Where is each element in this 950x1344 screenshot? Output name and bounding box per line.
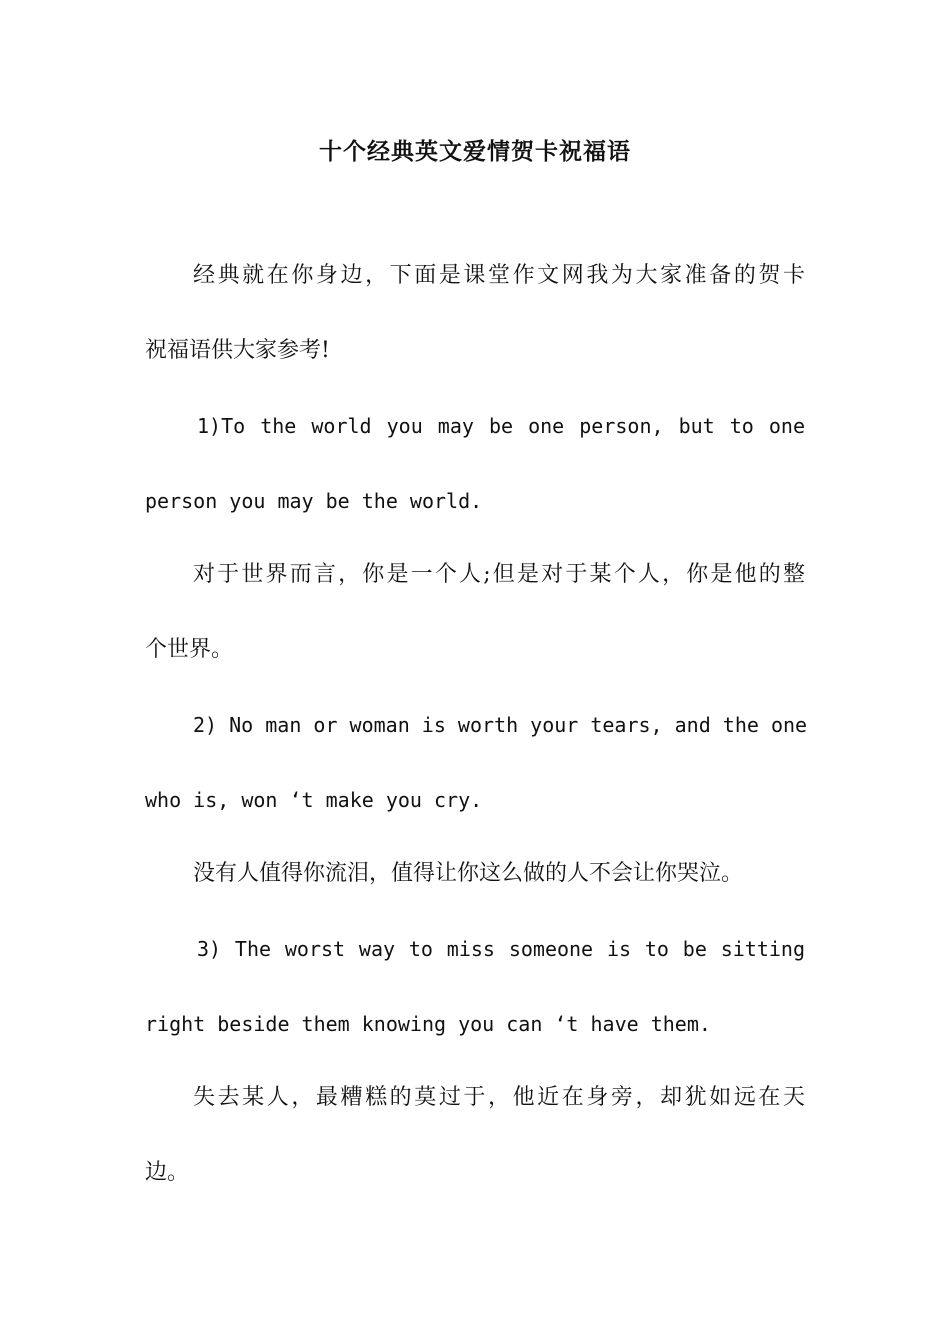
quote-3-chinese-line-2: 边。: [145, 1160, 190, 1185]
quote-3-english-line-2: right beside them knowing you can ‘t have them.: [145, 1012, 711, 1036]
paragraph-intro-line-1: 经典就在你身边，下面是课堂作文网我为大家准备的贺卡: [193, 263, 805, 288]
quote-3-chinese-line-1: 失去某人，最糟糕的莫过于，他近在身旁，却犹如远在天: [193, 1085, 805, 1110]
document-title: 十个经典英文爱情贺卡祝福语: [319, 138, 631, 165]
quote-1-chinese-line-1: 对于世界而言，你是一个人;但是对于某个人，你是他的整: [193, 562, 805, 587]
quote-1-english-line-2: person you may be the world.: [145, 489, 483, 513]
paragraph-intro-line-2: 祝福语供大家参考!: [145, 338, 330, 363]
quote-1-english-line-1: 1)To the world you may be one person, but to one: [197, 414, 805, 438]
quote-3-english-line-1: 3) The worst way to miss someone is to be sitting: [197, 937, 805, 961]
quote-2-english-line-2: who is, won ‘t make you cry.: [145, 788, 483, 812]
quote-1-chinese-line-2: 个世界。: [145, 637, 234, 662]
quote-2-english-line-1: 2) No man or woman is worth your tears, and the one: [193, 713, 808, 737]
quote-2-chinese-line-1: 没有人值得你流泪，值得让你这么做的人不会让你哭泣。: [193, 861, 744, 886]
